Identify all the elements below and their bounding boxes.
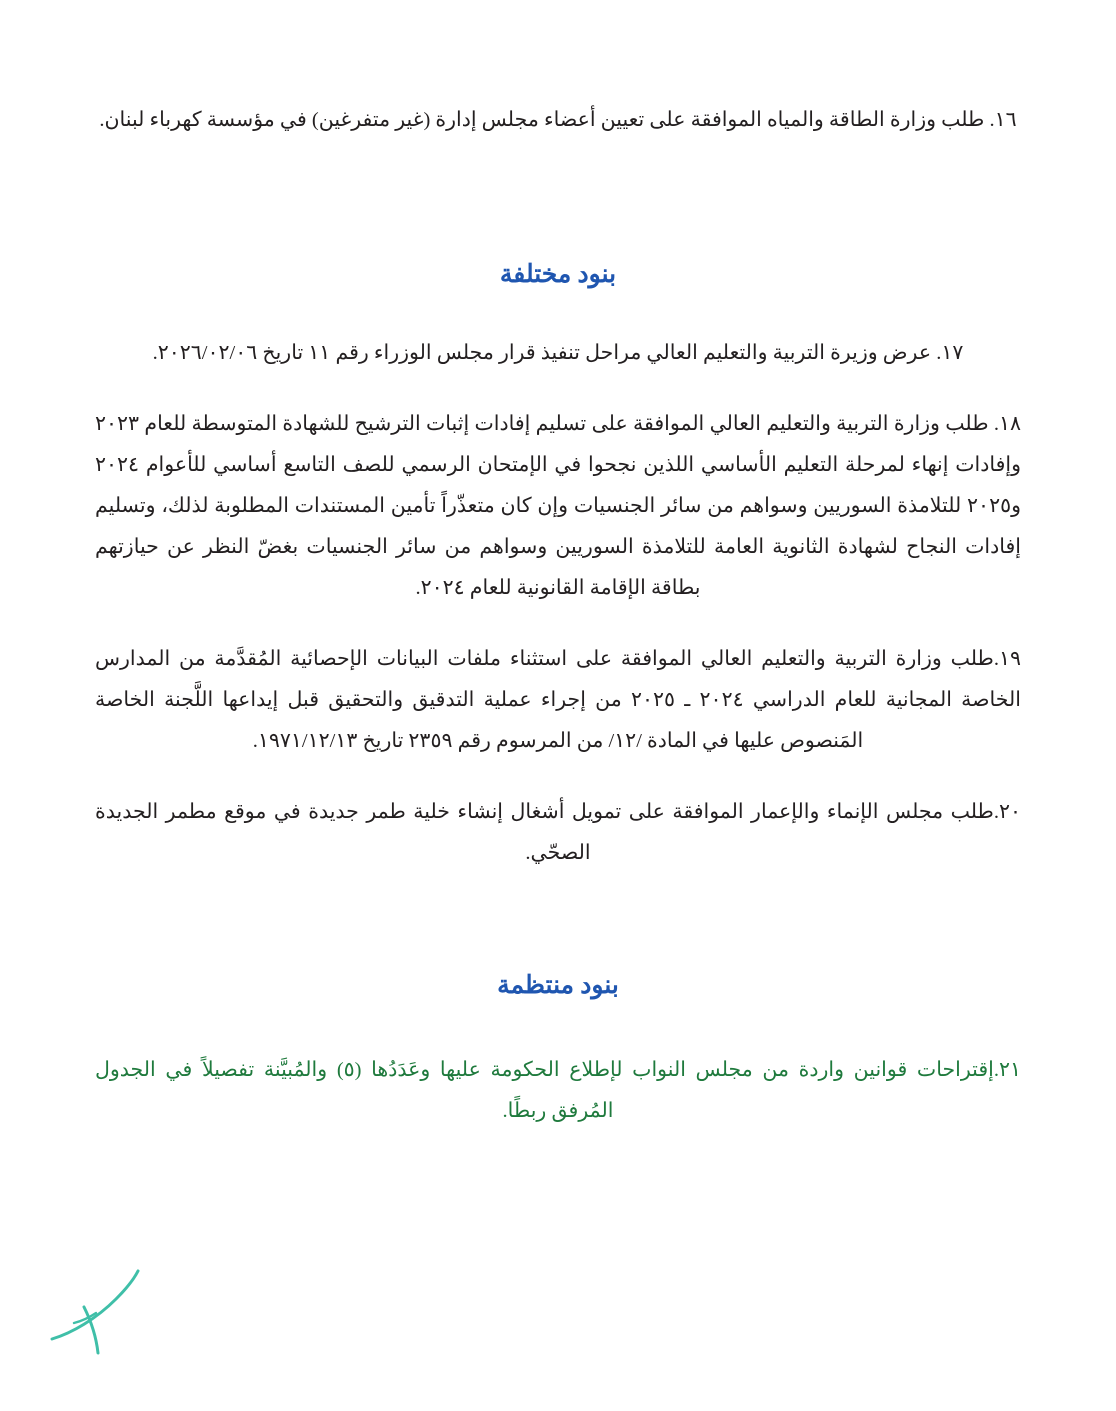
clause-text: طلب مجلس الإنماء والإعمار الموافقة على تمويل أشغال إنشاء خلية طمر جديدة في موقع مطمر الجديدة الصحّي. [95,801,994,864]
clause-text: طلب وزارة التربية والتعليم العالي الموافقة على تسليم إفادات إثبات الترشيح للشهادة المتوسطة للعام ٢٠٢٣ وإفادات إنهاء لمرحلة التعليم الأساسي اللذين نجحوا في الإمتحان الرسمي للصف التاسع أساسي للأعوام ٢٠٢٤ و٢٠٢٥ للتلامذة السوريين وسواهم من سائر الجنسيات وإن كان متعذّراً تأمين المستندات المطلوبة لذلك، وتسليم إفادات النجاح لشهادة الثانوية العامة للتلامذة السوريين وسواهم من سائر الجنسيات بغضّ النظر عن حيازتهم بطاقة الإقامة القانونية للعام ٢٠٢٤. [95,413,1021,599]
clause-item-19 [95,639,1021,762]
clause-item-17 [95,333,1021,374]
clause-item-16 [95,100,1021,141]
signature-mark [44,1261,164,1371]
section-heading-misc: بنود مختلفة [499,261,617,288]
clause-text: طلب وزارة التربية والتعليم العالي الموافقة على استثناء ملفات البيانات الإحصائية المُقدَّمة من المدارس الخاصة المجانية للعام الدراسي ٢٠٢٤ ـ ٢٠٢٥ من إجراء عملية التدقيق والتحقيق قبل إيداعها اللَّجنة الخاصة المَنصوص عليها في المادة /١٢/ من المرسوم رقم ٢٣٥٩ تاريخ ١٩٧١/١٢/١٣. [95,648,1021,752]
clause-number: ١٩. [993,648,1021,670]
clause-number: ٢٠. [993,801,1021,823]
clause-text: عرض وزيرة التربية والتعليم العالي مراحل تنفيذ قرار مجلس الوزراء رقم ١١ تاريخ ٢٠٢٦/٠٢/٠٦. [152,342,937,364]
clause-item-21 [95,1050,1021,1132]
section-heading-regular: بنود منتظمة [497,972,619,999]
clause-text: طلب وزارة الطاقة والمياه الموافقة على تعيين أعضاء مجلس إدارة (غير متفرغين) في مؤسسة كهرباء لبنان. [99,109,990,131]
clause-item-20 [95,792,1021,874]
clause-number: ١٦. [989,109,1017,131]
clause-number: ١٧. [936,342,964,364]
clause-item-18 [95,404,1021,609]
clause-number: ٢١. [993,1059,1021,1081]
clause-text: إقتراحات قوانين واردة من مجلس النواب لإطلاع الحكومة عليها وعَدَدُها (٥) والمُبيَّنة تفصيلاً في الجدول المُرفق ربطًا. [95,1059,994,1122]
clause-number: ١٨. [993,413,1021,435]
